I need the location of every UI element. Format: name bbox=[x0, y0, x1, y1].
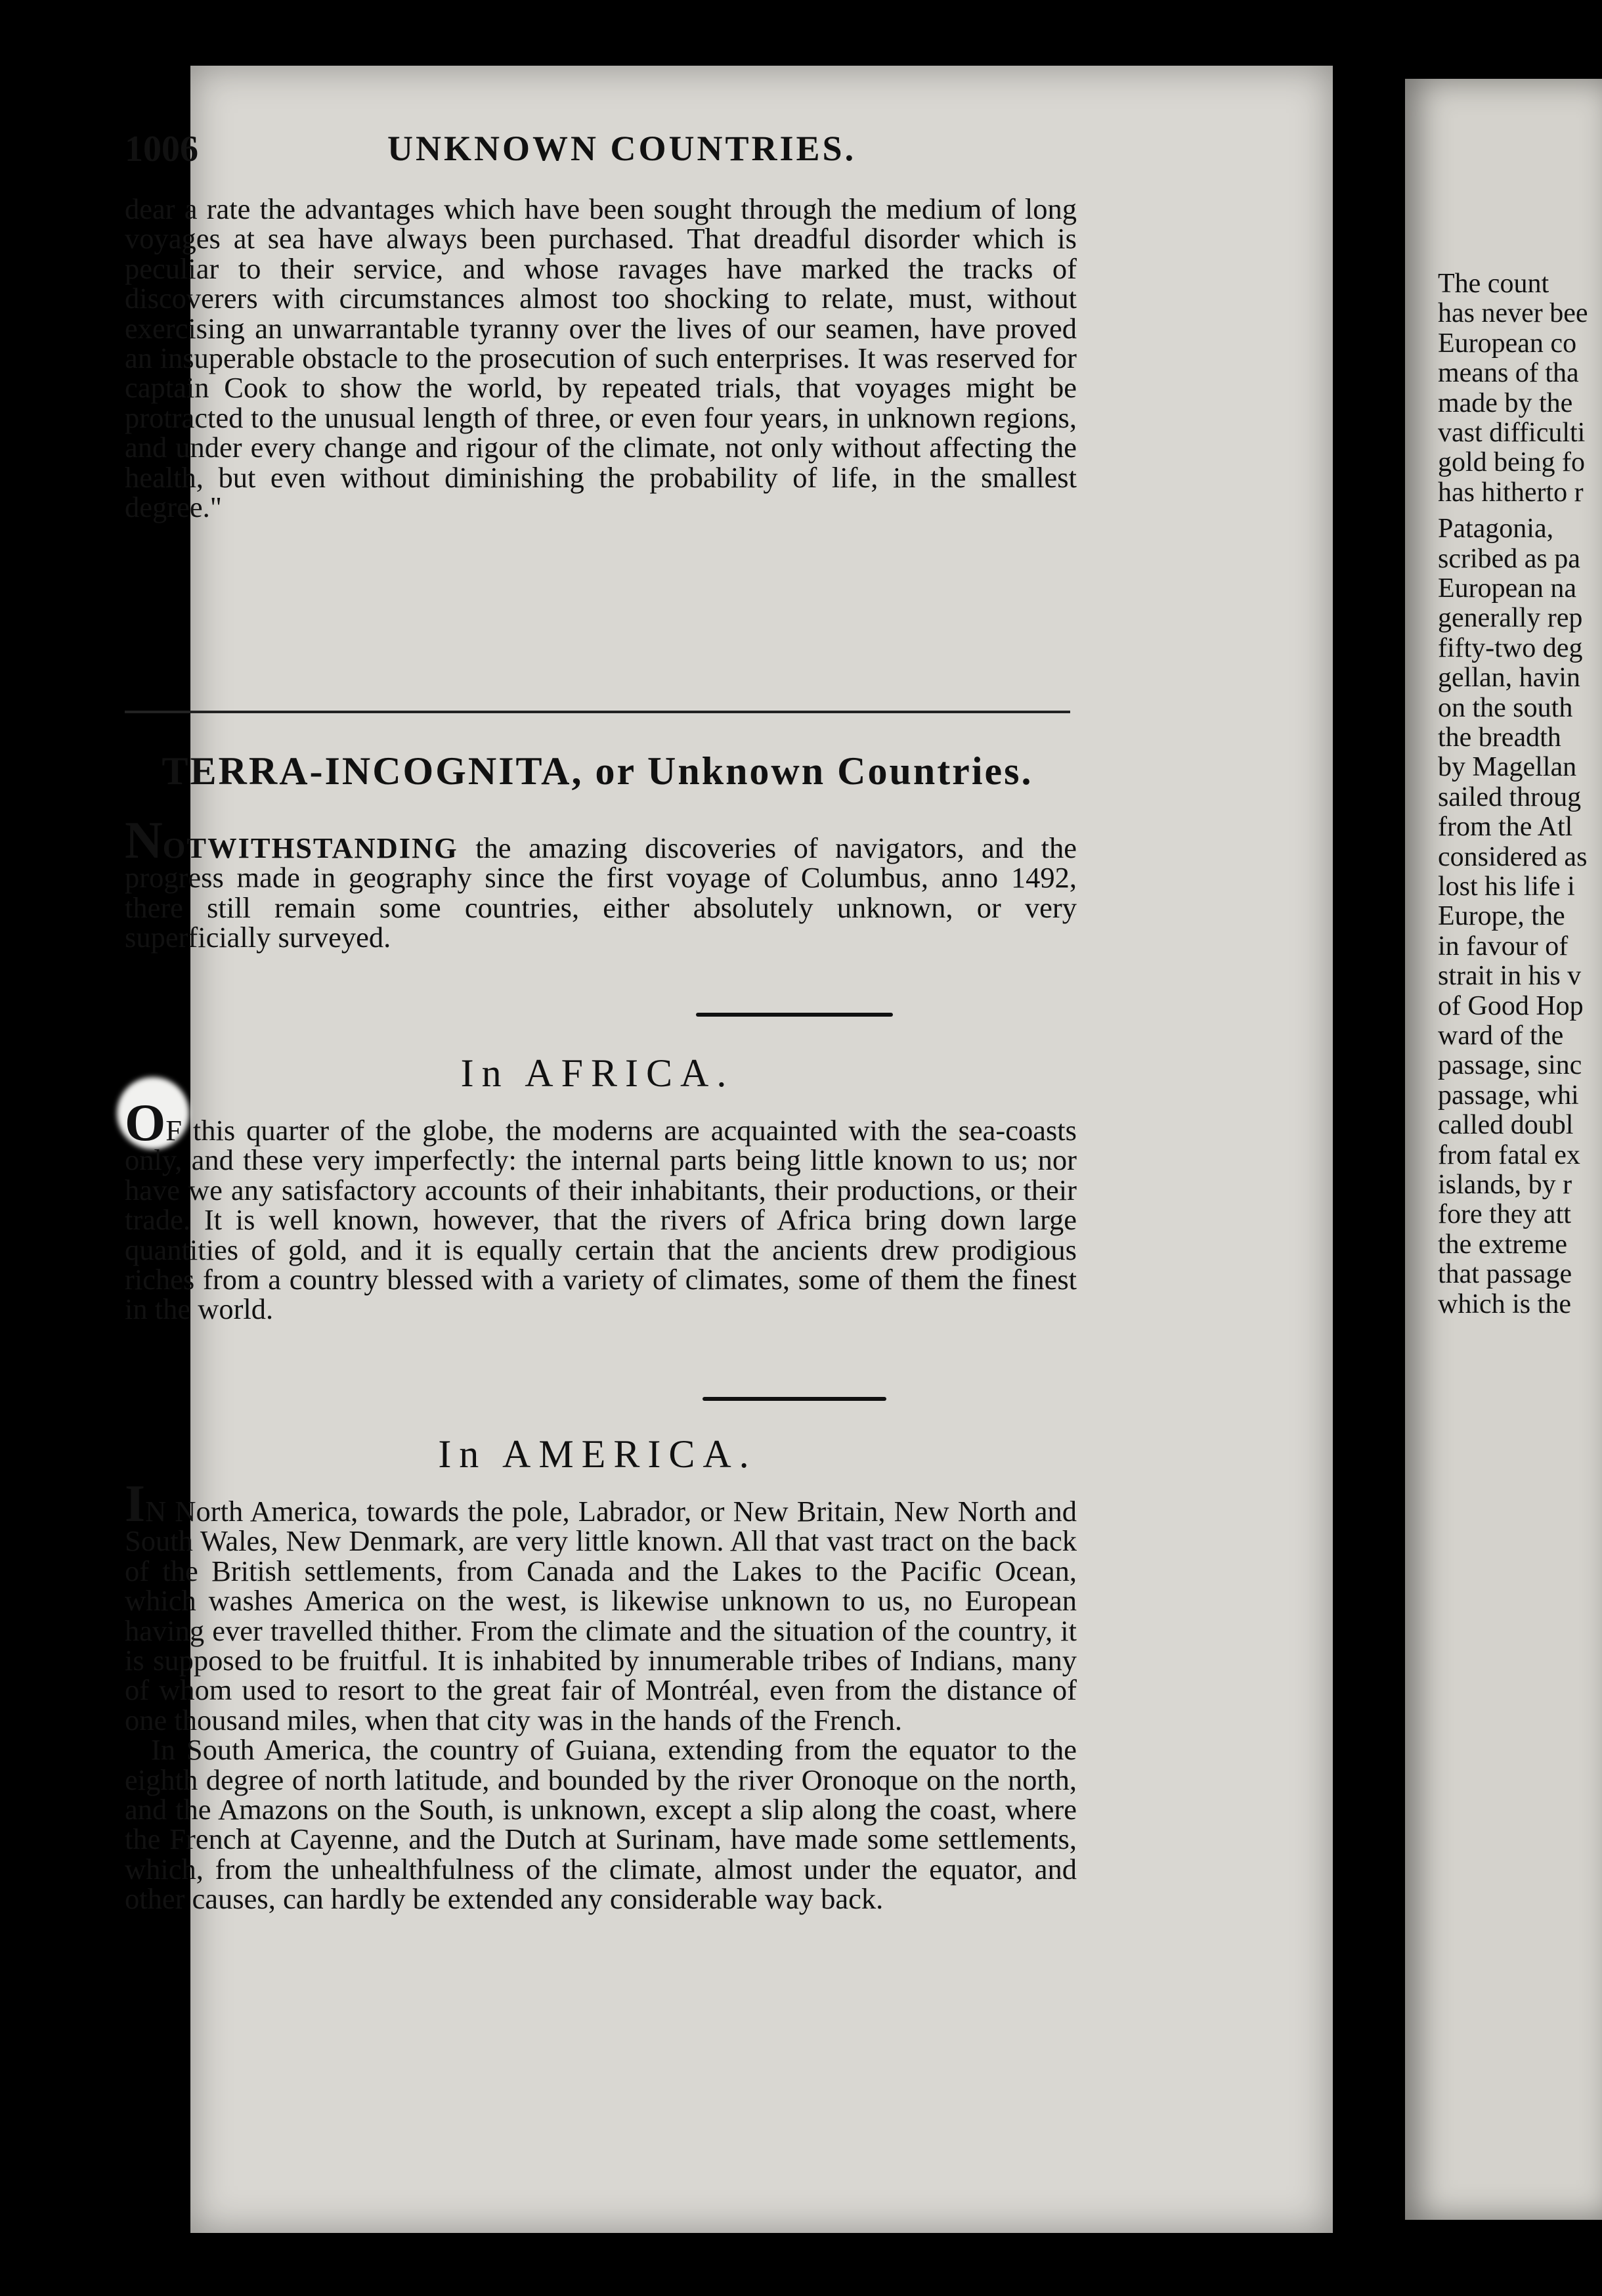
facing-page-line: Patagonia, bbox=[1438, 514, 1554, 544]
quote-paragraph bbox=[125, 194, 1077, 522]
facing-page-line: generally rep bbox=[1438, 604, 1583, 634]
facing-page-line: considered as bbox=[1438, 842, 1588, 872]
facing-page-line: gold being fo bbox=[1438, 448, 1585, 478]
facing-page-line: sailed throug bbox=[1438, 782, 1582, 812]
intro-paragraph bbox=[125, 812, 1077, 954]
facing-page-line: called doubl bbox=[1438, 1111, 1574, 1141]
facing-page-line: that passage bbox=[1438, 1260, 1572, 1290]
page-header bbox=[125, 128, 1070, 181]
facing-page-line: The count bbox=[1438, 269, 1549, 299]
facing-page-line: fore they att bbox=[1438, 1200, 1571, 1230]
intro-lead-word: OTWITHSTANDING bbox=[162, 831, 458, 864]
main-heading: TERRA-INCOGNITA, or Unknown Countries. bbox=[162, 749, 1033, 793]
facing-page-line: on the south bbox=[1438, 693, 1573, 723]
facing-page-line: lost his life i bbox=[1438, 872, 1575, 902]
ornament-rule bbox=[696, 1013, 893, 1017]
america-paragraph-2: In South America, the country of Guiana, extending from the equator to the eighth degree of north latitude, and bounded by the river Oronoque on the north, and the Amazons on the South, is unknown, except a slip along the coast, where the French at Cayenne, and the Dutch at Surinam, have made some settlements, which, from the unhealthfulness of the climate, almost under the equator, and other causes, can hardly be extended any considerable way back. bbox=[125, 1733, 1077, 1916]
america-paragraph-1: N North America, towards the pole, Labrador, or New Britain, New North and South Wales, New Denmark, are very little known. All that vast tract on the back of the British settlements, from Canada and the Lakes to the Pacific Ocean, which washes America on the west, is likewise unknown to us, no European having ever travelled thither. From the climate and the situation of the country, it is supposed to be fruitful. It is inhabited by innumerable tribes of Indians, many of whom used to resort to the great fair of Montréal, even from the distance of one thousand miles, when that city was in the hands of the French. bbox=[125, 1495, 1077, 1736]
section-divider-rule bbox=[125, 711, 1070, 713]
facing-page-line: which is the bbox=[1438, 1289, 1571, 1319]
facing-page-line: the extreme bbox=[1438, 1229, 1568, 1260]
quote-text: dear a rate the advantages which have been sought through the medium of long voyages at sea have always been purchased. That dreadful disorder which is peculiar to their service, and whose ravages have marked the tracks of discoverers with circumstances almost too shocking to relate, must, without exercising an unwarrantable tyranny over the lives of our seamen, have proved an insuperable obstacle to the prosecution of such enterprises. It was reserved for captain Cook to show the world, by repeated trials, that voyages might be protracted to the unusual length of three, or even four years, in unknown regions, and under every change and rigour of the climate, not only without affecting the health, but even without diminishing the probability of life, in the smallest degree." bbox=[125, 192, 1077, 524]
facing-page-line: has hitherto r bbox=[1438, 477, 1584, 508]
intro-text: the amazing discoveries of navigators, and the progress made in geography since the first voyage of Columbus, anno 1492, there still remain some countries, either absolutely unknown, or very superficially surveyed. bbox=[125, 831, 1077, 954]
facing-page-line: vast difficulti bbox=[1438, 418, 1586, 448]
facing-page-line: means of tha bbox=[1438, 359, 1579, 389]
africa-dropcap: O bbox=[125, 1094, 166, 1152]
facing-page-line: gellan, havin bbox=[1438, 663, 1580, 694]
america-dropcap: I bbox=[125, 1475, 146, 1533]
page-number: 1006 bbox=[125, 129, 198, 169]
facing-page-line: passage, sinc bbox=[1438, 1051, 1582, 1081]
facing-page-line: Europe, the bbox=[1438, 902, 1565, 932]
facing-page-line: in favour of bbox=[1438, 931, 1569, 961]
intro-dropcap: N bbox=[125, 812, 163, 870]
facing-page-line: scribed as pa bbox=[1438, 544, 1580, 574]
facing-page-line: from fatal ex bbox=[1438, 1140, 1580, 1170]
africa-heading: In AFRICA. bbox=[460, 1051, 735, 1095]
facing-page-line: European na bbox=[1438, 574, 1577, 604]
facing-page-line: by Magellan bbox=[1438, 753, 1577, 783]
facing-page-line: ward of the bbox=[1438, 1021, 1564, 1051]
facing-page-line: has never bee bbox=[1438, 299, 1588, 329]
facing-page-line: of Good Hop bbox=[1438, 991, 1584, 1021]
america-section bbox=[125, 1475, 1077, 1916]
facing-page-line: made by the bbox=[1438, 388, 1573, 418]
facing-page-line: from the Atl bbox=[1438, 812, 1573, 843]
facing-page-line: fifty-two deg bbox=[1438, 633, 1583, 663]
facing-page-line: islands, by r bbox=[1438, 1170, 1572, 1200]
ornament-rule bbox=[703, 1397, 886, 1401]
africa-paragraph bbox=[125, 1094, 1077, 1326]
facing-page-line: strait in his v bbox=[1438, 961, 1582, 992]
africa-text: F this quarter of the globe, the moderns are acquainted with the sea-coasts only, and these very imperfectly: the internal parts being little known to us; nor have we any satisfactory accounts of their inhabitants, their productions, or their trade. It is well known, however, that the rivers of Africa bring down large quantities of gold, and it is equally certain that the ancients drew prodigious riches from a country blessed with a variety of climates, some of them the finest in the world. bbox=[125, 1114, 1077, 1326]
facing-page-line: European co bbox=[1438, 328, 1577, 359]
america-heading: In AMERICA. bbox=[438, 1432, 757, 1476]
facing-page-line: the breadth bbox=[1438, 723, 1561, 753]
facing-page-line: passage, whi bbox=[1438, 1080, 1579, 1111]
running-title: UNKNOWN COUNTRIES. bbox=[387, 129, 857, 168]
